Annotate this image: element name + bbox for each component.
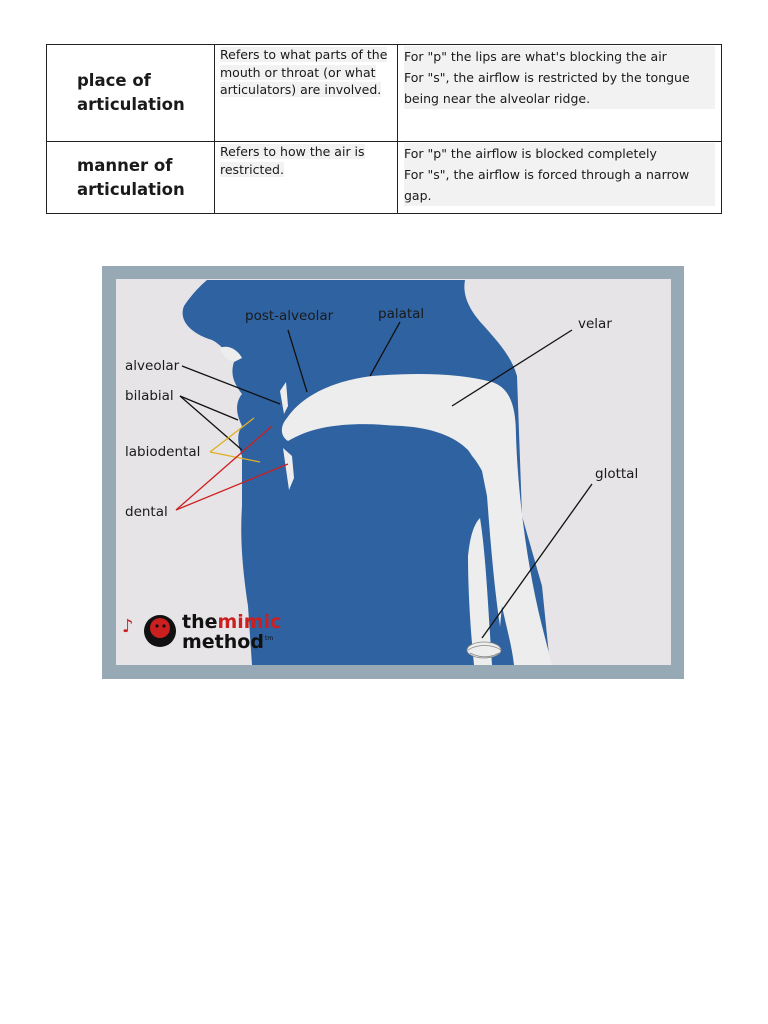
- label-dental: dental: [125, 504, 168, 520]
- glottis-shape: [467, 642, 501, 658]
- definition-cell: [215, 142, 398, 214]
- label-post-alveolar: post-alveolar: [245, 308, 334, 324]
- articulation-diagram: [102, 266, 684, 679]
- definition-text: Refers to what parts of the mouth or throat (or what articulators) are involved.: [220, 47, 388, 97]
- label-glottal: glottal: [595, 466, 639, 482]
- table-row: [47, 142, 722, 214]
- vocal-tract-illustration: [102, 266, 684, 679]
- term-line: manner of: [77, 155, 173, 175]
- logo-tm: tm: [265, 635, 274, 642]
- logo-mimic: mimic: [217, 611, 282, 633]
- example-cell: [398, 142, 722, 214]
- label-bilabial: bilabial: [125, 388, 174, 404]
- definition-cell: [215, 45, 398, 142]
- example-line: For "s", the airflow is forced through a narrow gap.: [404, 164, 715, 206]
- definition-text: Refers to how the air is restricted.: [220, 144, 365, 177]
- example-line: For "p" the airflow is blocked completely: [404, 143, 715, 164]
- term-cell: [47, 45, 215, 142]
- music-note-icon: ♪: [122, 616, 134, 637]
- label-alveolar: alveolar: [125, 358, 180, 374]
- table-row: [47, 45, 722, 142]
- label-palatal: palatal: [378, 306, 425, 322]
- logo-method: method: [182, 631, 264, 653]
- term-line: place of: [77, 71, 151, 90]
- logo-the: the: [182, 611, 218, 633]
- term-cell: [47, 142, 215, 214]
- svg-text:themimic: [182, 611, 281, 633]
- terms-table: [46, 44, 722, 214]
- example-line: For "p" the lips are what's blocking the air: [404, 46, 715, 67]
- label-velar: velar: [578, 316, 612, 332]
- label-labiodental: labiodental: [125, 444, 201, 460]
- term-line: articulation: [77, 95, 185, 114]
- example-cell: [398, 45, 722, 142]
- term-line: articulation: [77, 179, 185, 199]
- example-line: For "s", the airflow is restricted by the tongue being near the alveolar ridge.: [404, 67, 715, 109]
